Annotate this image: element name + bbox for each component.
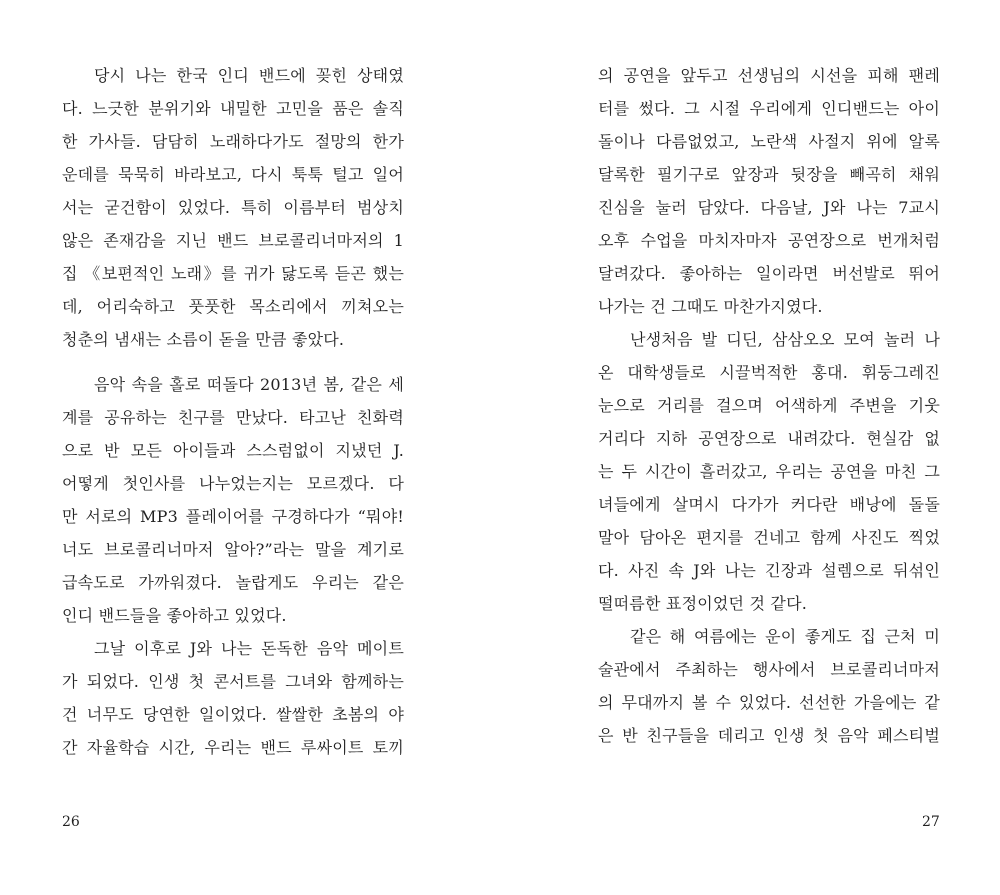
text-line: 집 《보편적인 노래》를 귀가 닳도록 듣곤 했는 [62,264,404,283]
text-line: 눈으로 거리를 걸으며 어색하게 주변을 기웃 [598,396,940,415]
text-line: 터를 썼다. 그 시절 우리에게 인디밴드는 아이 [598,99,940,118]
text-line: 난생처음 발 디딘, 삼삼오오 모여 놀러 나 [630,330,940,349]
text-line: 말아 담아온 편지를 건네고 함께 사진도 찍었 [598,528,940,547]
text-line: 온 대학생들로 시끌벅적한 홍대. 휘둥그레진 [598,363,940,382]
text-line: 운데를 묵묵히 바라보고, 다시 툭툭 털고 일어 [62,165,404,184]
text-line: 거리다 지하 공연장으로 내려갔다. 현실감 없 [598,429,940,448]
text-line: 녀들에게 살며시 다가가 커다란 배낭에 돌돌 [598,495,940,514]
text-line: 너도 브로콜리너마저 알아?”라는 말을 계기로 [62,540,404,559]
text-line: 달려갔다. 좋아하는 일이라면 버선발로 뛰어 [598,264,940,283]
page-number: 26 [62,814,80,830]
text-line: 만 서로의 MP3 플레이어를 구경하다가 “뭐야! [62,507,404,526]
text-line: 다. 느긋한 분위기와 내밀한 고민을 품은 솔직 [62,99,404,118]
text-line: 계를 공유하는 친구를 만났다. 타고난 친화력 [62,408,404,427]
left-paragraph-2 [62,368,404,632]
text-line: 나가는 건 그때도 마찬가지였다. [598,297,823,316]
text-line: 당시 나는 한국 인디 밴드에 꽂힌 상태였 [94,66,404,85]
text-line: 는 두 시간이 흘러갔고, 우리는 공연을 마친 그 [598,462,940,481]
text-line: 건 너무도 당연한 일이었다. 쌀쌀한 초봄의 야 [62,705,404,724]
text-line: 않은 존재감을 지닌 밴드 브로콜리너마저의 1 [62,231,404,250]
left-paragraph-1 [62,59,404,356]
text-line: 돌이나 다름없었고, 노란색 사절지 위에 알록 [598,132,940,151]
text-line: 진심을 눌러 담았다. 다음날, J와 나는 7교시 [598,198,940,217]
right-paragraph-1 [598,59,940,323]
text-line: 음악 속을 홀로 떠돌다 2013년 봄, 같은 세 [94,375,404,394]
right-paragraph-2 [598,323,940,620]
text-line: 어떻게 첫인사를 나누었는지는 모르겠다. 다 [62,474,404,493]
text-line: 청춘의 냄새는 소름이 돋을 만큼 좋았다. [62,330,345,349]
text-line: 서는 굳건함이 있었다. 특히 이름부터 범상치 [62,198,404,217]
text-line: 다. 사진 속 J와 나는 긴장과 설렘으로 뒤섞인 [598,561,940,580]
text-line: 급속도로 가까워졌다. 놀랍게도 우리는 같은 [62,573,404,592]
text-line: 그날 이후로 J와 나는 돈독한 음악 메이트 [94,639,404,658]
text-line: 술관에서 주최하는 행사에서 브로콜리너마저 [598,660,940,679]
text-line: 간 자율학습 시간, 우리는 밴드 루싸이트 토끼 [62,738,404,757]
text-line: 떨떠름한 표정이었던 것 같다. [598,594,808,613]
text-line: 은 반 친구들을 데리고 인생 첫 음악 페스티벌 [598,726,940,745]
text-line: 한 가사들. 담담히 노래하다가도 절망의 한가 [62,132,404,151]
left-paragraph-3 [62,632,404,764]
text-line: 인디 밴드들을 좋아하고 있었다. [62,606,287,625]
right-page [500,0,1000,895]
text-line: 같은 해 여름에는 운이 좋게도 집 근처 미 [630,627,940,646]
text-line: 의 공연을 앞두고 선생님의 시선을 피해 팬레 [598,66,940,85]
text-line: 달록한 필기구로 앞장과 뒷장을 빼곡히 채워 [598,165,940,184]
text-line: 의 무대까지 볼 수 있었다. 선선한 가을에는 같 [598,693,940,712]
text-line: 가 되었다. 인생 첫 콘서트를 그녀와 함께하는 [62,672,404,691]
page-number: 27 [922,814,940,830]
right-paragraph-3 [598,620,940,752]
text-line: 으로 반 모든 아이들과 스스럼없이 지냈던 J. [62,441,404,460]
text-line: 데, 어리숙하고 풋풋한 목소리에서 끼쳐오는 [62,297,404,316]
text-line: 오후 수업을 마치자마자 공연장으로 번개처럼 [598,231,940,250]
